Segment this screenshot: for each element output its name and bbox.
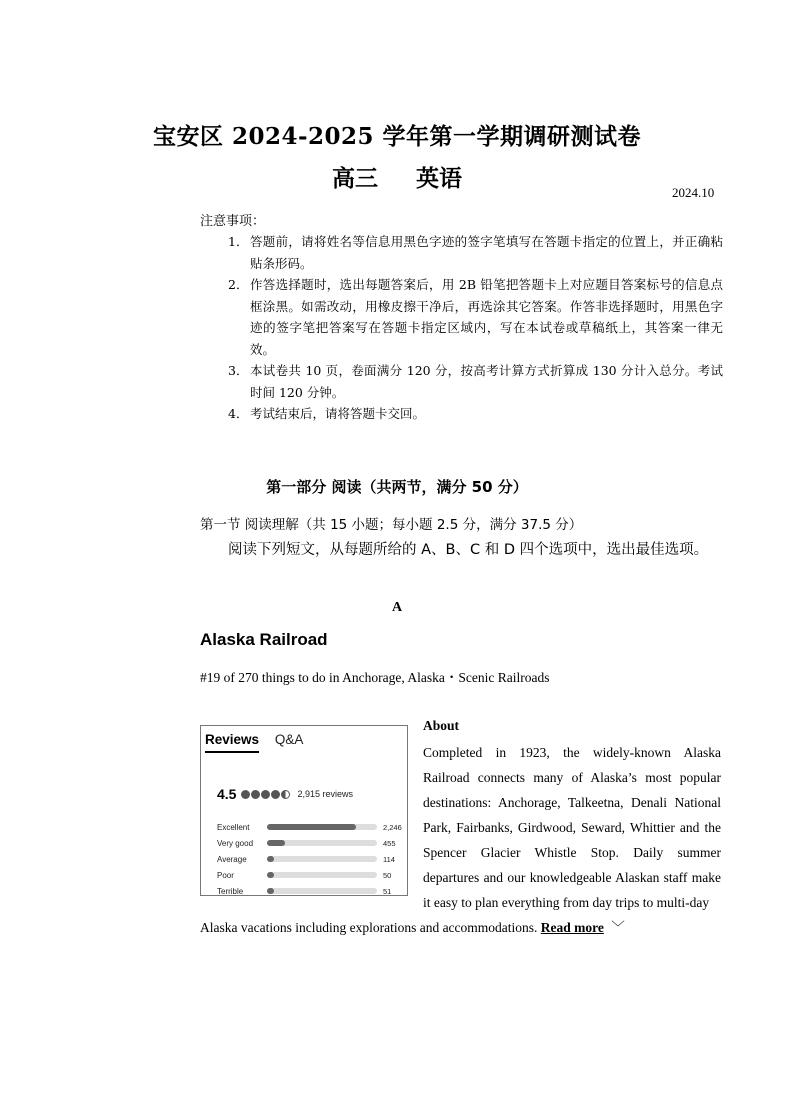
rating-dot-icon [261, 790, 270, 799]
chevron-down-icon[interactable]: ﹀ [611, 920, 625, 935]
rating-bar-track [267, 872, 377, 878]
notice-number: 1． [228, 234, 249, 249]
about-text-end: Alaska vacations including explorations and accommodations. [200, 920, 538, 935]
rating-dot-icon [251, 790, 260, 799]
subject-label: 英语 [416, 165, 463, 192]
section-heading: 第一节 阅读理解（共 15 小题；每小题 2.5 分，满分 37.5 分） [200, 517, 583, 533]
rating-row-count: 114 [383, 854, 395, 864]
rating-row[interactable] [217, 851, 403, 867]
notice-item [228, 231, 723, 274]
passage-meta: #19 of 270 things to do in Anchorage, Alaska・Scenic Railroads [200, 670, 550, 685]
rating-row-label: Average [217, 854, 247, 864]
rating-bar-fill [267, 824, 356, 830]
rating-row-label: Very good [217, 838, 254, 848]
notice-text: 答题前，请将姓名等信息用黑色字迹的签字笔填写在答题卡指定的位置上，并正确粘贴条形码。 [250, 234, 723, 271]
rating-row[interactable] [217, 883, 403, 899]
rating-row-label: Excellent [217, 822, 250, 832]
rating-row-label: Terrible [217, 886, 244, 896]
notice-number: 4． [228, 406, 249, 421]
rating-row[interactable] [217, 819, 403, 835]
rating-dots [241, 790, 291, 799]
rating-bar-fill [267, 872, 274, 878]
rating-row[interactable] [217, 835, 403, 851]
notice-heading: 注意事项： [200, 214, 266, 229]
section-instruction: 阅读下列短文，从每题所给的 A、B、C 和 D 四个选项中，选出最佳选项。 [228, 542, 709, 558]
reviews-tabs [205, 732, 315, 753]
reviews-panel [200, 725, 408, 896]
passage-letter: A [391, 600, 403, 615]
notice-list [228, 231, 723, 425]
notice-text: 作答选择题时，选出每题答案后，用 2B 铅笔把答题卡上对应题目答案标号的信息点框涂黑。如需改动，用橡皮擦干净后，再选涂其它答案。作答非选择题时，用黑色字迹的签字笔把答案写在答题卡指定区域内，写在本试卷或草稿纸上，其答案一律无效。 [250, 277, 723, 357]
rating-row-label: Poor [217, 870, 234, 880]
rating-bar-fill [267, 856, 274, 862]
rating-bar-fill [267, 840, 285, 846]
tab-reviews[interactable]: Reviews [205, 732, 259, 753]
rating-row-count: 455 [383, 838, 396, 848]
rating-dot-icon [241, 790, 250, 799]
exam-date: 2024.10 [672, 185, 715, 200]
notice-text: 本试卷共 10 页，卷面满分 120 分，按高考计算方式折算成 130 分计入总分。考试时间 120 分钟。 [250, 363, 723, 400]
rating-bar-track [267, 824, 377, 830]
rating-half-dot-icon [281, 790, 290, 799]
rating-bar-track [267, 888, 377, 894]
rating-dot-icon [271, 790, 280, 799]
grade-label: 高三 [331, 165, 378, 192]
rating-row[interactable] [217, 867, 403, 883]
review-count: 2,915 reviews [297, 789, 353, 799]
about-text: Completed in 1923, the widely-known Alaska Railroad connects many of Alaska’s most popular destinations: Anchorage, Talkeetna, Denali National Park, Fairbanks, Girdwood, Seward, Whittier and the Spencer Glacier Whistle Stop. Daily summer departures and our knowledgeable Alaskan staff make it easy to plan everything from day trips to multi-day [423, 745, 721, 910]
notice-item [228, 360, 723, 403]
notice-item [228, 403, 723, 425]
rating-bar-track [267, 856, 377, 862]
rating-row-count: 50 [383, 870, 392, 880]
part-heading: 第一部分 阅读（共两节，满分 50 分） [266, 478, 528, 496]
rating-bar-track [267, 840, 377, 846]
about-heading: About [423, 718, 460, 733]
notice-text: 考试结束后，请将答题卡交回。 [250, 406, 426, 421]
read-more-link[interactable]: Read more [540, 920, 604, 935]
about-continued [200, 915, 720, 940]
rating-row-count: 51 [383, 886, 392, 896]
rating-row-count: 2,246 [383, 822, 402, 832]
notice-number: 2． [228, 277, 249, 292]
passage-title: Alaska Railroad [200, 630, 328, 649]
tab-qa[interactable]: Q&A [274, 732, 304, 747]
rating-value: 4.5 [217, 786, 237, 802]
exam-title: 宝安区 2024-2025 学年第一学期调研测试卷 [152, 123, 642, 150]
notice-item [228, 274, 723, 360]
notice-number: 3． [228, 363, 249, 378]
rating-bar-fill [267, 888, 274, 894]
rating-breakdown [217, 819, 403, 899]
rating-summary [217, 786, 353, 802]
